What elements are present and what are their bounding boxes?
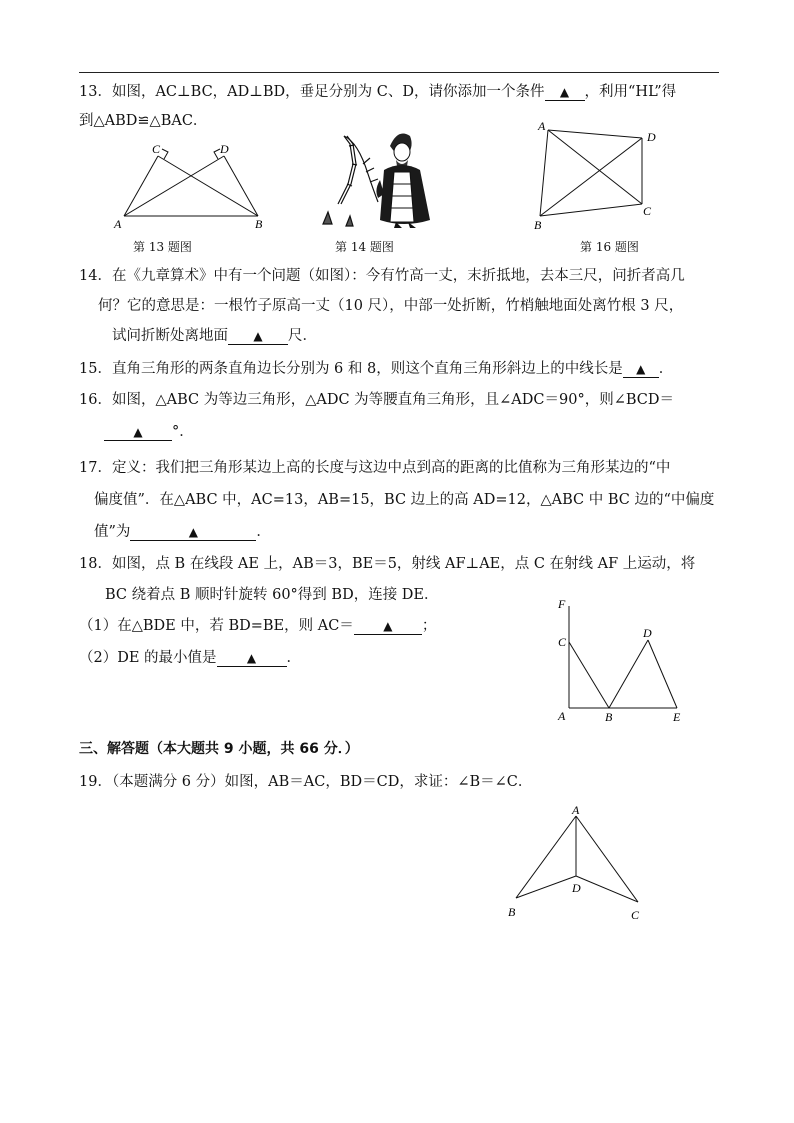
q14-text: 试问折断处离地面: [112, 328, 228, 344]
fig13-label-c: C: [152, 142, 161, 156]
fig16-label-d: D: [647, 130, 656, 144]
fig16-segment-bd: [540, 138, 642, 216]
q17-line3: [94, 520, 271, 541]
fig16-label-c: C: [643, 204, 652, 218]
q13-text-post: ，利用“HL”得: [584, 84, 677, 100]
bamboo-icon: [323, 136, 378, 226]
q18-line1: 18．如图，点 B 在线段 AE 上，AB＝3，BE＝5，射线 AF⊥AE，点 C 在射线 AF 上运动，将: [79, 556, 696, 572]
q15-answer-blank[interactable]: [623, 361, 659, 378]
q18-part1: [79, 614, 436, 635]
blank-marker: ▲: [383, 619, 393, 633]
fig19-segment-bd: [516, 876, 576, 898]
fig18-label-a: A: [558, 709, 566, 723]
q15-text-post: ．: [658, 361, 674, 377]
fig16-segment-bc: [540, 204, 642, 216]
fig16-caption: 第 16 题图: [580, 240, 639, 254]
figure-18: [552, 594, 692, 726]
q17-text: 值”为: [94, 524, 131, 540]
fig13-right-angle-c: [162, 149, 168, 159]
fig13-segment-ac: [124, 156, 158, 216]
fig13-segment-cb: [158, 156, 258, 216]
fig18-segment-bd: [609, 640, 648, 708]
q16-line2: [104, 420, 194, 441]
fig18-label-f: F: [558, 597, 566, 611]
q17-line1: 17．定义：我们把三角形某边上高的长度与这边中点到高的距离的比值称为三角形某边的“中: [79, 460, 671, 476]
q16-line1: 16．如图，△ABC 为等边三角形，△ADC 为等腰直角三角形，且∠ADC＝90°，则∠BCD＝: [79, 392, 674, 408]
q18-line2: BC 绕着点 B 顺时针旋转 60°得到 BD，连接 DE．: [105, 587, 439, 603]
q14-line2: 何？它的意思是：一根竹子原高一丈（10 尺），中部一处折断，竹梢触地面处离竹根 3 尺，: [98, 298, 684, 314]
header-rule: [79, 72, 719, 73]
q18-part1-answer-blank[interactable]: [354, 618, 422, 635]
q18-part2: [79, 646, 301, 667]
q18-part2-text: （2）DE 的最小值是: [79, 650, 217, 666]
fig13-label-a: A: [114, 217, 122, 231]
q14-text-post: 尺．: [288, 328, 317, 344]
fig18-label-e: E: [673, 710, 681, 724]
blank-marker: ▲: [133, 425, 143, 439]
q16-text-post: °．: [172, 424, 194, 440]
figure-19: [502, 804, 652, 924]
fig19-label-d: D: [572, 881, 581, 895]
fig13-segment-ad: [124, 156, 224, 216]
q14-answer-blank[interactable]: [228, 328, 288, 345]
fig18-label-c: C: [558, 635, 567, 649]
blank-marker: ▲: [253, 329, 263, 343]
q14-line1: 14．在《九章算术》中有一个问题（如图）：今有竹高一丈，末折抵地，去本三尺，问折者高几: [79, 268, 685, 284]
q13-line1: [79, 80, 676, 101]
q13-line2: 到△ABD≌△BAC．: [79, 113, 208, 129]
q14-line3: [112, 324, 317, 345]
fig18-label-b: B: [605, 710, 613, 724]
fig18-segment-cb: [569, 642, 609, 708]
fig13-caption: 第 13 题图: [133, 240, 192, 254]
blank-marker: ▲: [636, 362, 646, 376]
fig13-label-d: D: [220, 142, 229, 156]
q18-part2-text-post: ．: [286, 650, 302, 666]
fig14-caption: 第 14 题图: [335, 240, 394, 254]
fig16-segment-ac: [548, 130, 642, 204]
figure-14-illustration: [318, 124, 436, 230]
q17-text-post: ．: [256, 524, 271, 540]
q13-answer-blank[interactable]: [545, 84, 585, 101]
q15-line: [79, 357, 673, 378]
q19-text: 19．（本题满分 6 分）如图，AB＝AC，BD＝CD，求证：∠B＝∠C．: [79, 774, 533, 790]
fig19-label-a: A: [572, 804, 580, 817]
fig16-segment-ab: [540, 130, 548, 216]
fig19-segment-ab: [516, 816, 576, 898]
q18-part2-answer-blank[interactable]: [217, 650, 287, 667]
scholar-figure-icon: [376, 134, 430, 228]
fig18-label-d: D: [643, 626, 652, 640]
fig13-label-b: B: [255, 217, 263, 231]
fig16-segment-ad: [548, 130, 642, 138]
q16-answer-blank[interactable]: [104, 424, 172, 441]
q15-text: 15．直角三角形的两条直角边长分别为 6 和 8，则这个直角三角形斜边上的中线长是: [79, 361, 623, 377]
blank-marker: ▲: [246, 651, 257, 665]
fig16-label-b: B: [534, 218, 542, 232]
figure-16: [532, 118, 672, 232]
figure-13: [112, 140, 272, 232]
q17-answer-blank[interactable]: [130, 524, 256, 541]
fig18-segment-de: [648, 640, 677, 708]
fig13-segment-db: [224, 156, 258, 216]
q13-text: 13．如图，AC⊥BC，AD⊥BD，垂足分别为 C、D，请你添加一个条件: [79, 84, 545, 100]
q18-part1-text: （1）在△BDE 中，若 BD=BE，则 AC＝: [79, 618, 354, 634]
blank-marker: ▲: [559, 85, 570, 99]
fig19-label-b: B: [508, 905, 516, 919]
blank-marker: ▲: [188, 525, 199, 539]
fig19-label-c: C: [631, 908, 640, 922]
section-heading: 三、解答题（本大题共 9 小题，共 66 分．）: [79, 741, 359, 757]
q17-line2: 偏度值”．在△ABC 中，AC=13，AB=15，BC 边上的高 AD=12，△ABC 中 BC 边的“中偏度: [94, 492, 715, 508]
q18-part1-text-post: ；: [421, 618, 437, 634]
fig16-label-a: A: [538, 119, 546, 133]
